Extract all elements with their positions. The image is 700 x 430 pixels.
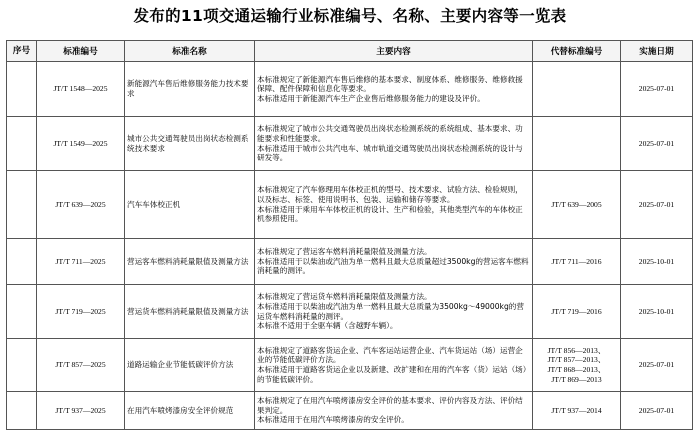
header-date: 实施日期: [621, 41, 693, 62]
replaced-standard-cell: [533, 239, 621, 285]
seq-cell: [7, 239, 37, 285]
content-paragraph: 本标准适用于新能源汽车生产企业售后维修服务能力的建设及评价。: [257, 93, 485, 103]
header-code: 标准编号: [37, 41, 125, 62]
effective-date-cell: 2025-07-01: [621, 117, 693, 171]
content-paragraph: 本标准适用于道路客货运企业以及新建、改扩建和在用的汽车客（货）运站（场）的节能低碳评价。: [257, 365, 527, 384]
standards-table: [6, 40, 693, 430]
effective-date-cell: 2025-07-01: [621, 62, 693, 117]
replaced-standard-code: JT/T 711—2016: [551, 256, 602, 266]
content-paragraph: 本标准规定了汽车修理用车体校正机的型号、技术要求、试验方法、检验规则，以及标志、标签、使用说明书、包装、运输和储存等要求。: [257, 185, 523, 204]
main-content-cell: [255, 117, 533, 171]
seq-cell: [7, 171, 37, 239]
seq-cell: [7, 339, 37, 392]
standard-name-cell: 道路运输企业节能低碳评价方法: [125, 339, 255, 392]
standard-code-cell: JT/T 639—2025: [37, 171, 125, 239]
effective-date-cell: 2025-07-01: [621, 392, 693, 430]
content-paragraph: 本标准规定了营运客车燃料消耗量限值及测量方法。: [257, 247, 432, 257]
replaced-standard-cell: [533, 117, 621, 171]
effective-date-cell: 2025-07-01: [621, 171, 693, 239]
effective-date-cell: 2025-07-01: [621, 339, 693, 392]
table-row: [7, 171, 693, 239]
main-content-cell: [255, 392, 533, 430]
seq-cell: [7, 117, 37, 171]
table-body: [7, 62, 693, 430]
header-content: 主要内容: [255, 41, 533, 62]
replaced-standard-cell: [533, 339, 621, 392]
seq-cell: [7, 62, 37, 117]
table-row: [7, 117, 693, 171]
replaced-standard-code: JT/T 868—2013、: [547, 365, 606, 374]
main-content-cell: [255, 239, 533, 285]
replaced-standard-code: JT/T 937—2014: [551, 405, 602, 415]
replaced-standard-cell: [533, 171, 621, 239]
replaced-standard-code: JT/T 719—2016: [551, 306, 602, 316]
content-paragraph: 本标准规定了城市公共交通驾驶员出岗状态检测系统的系统组成、基本要求、功能要求和性能要求。: [257, 124, 523, 143]
content-paragraph: 本标准适用于以柴油或汽油为单一燃料且最大总质量超过3500kg的营运客车燃料消耗量的测评。: [257, 256, 529, 276]
standard-name-cell: 新能源汽车售后维修服务能力技术要求: [125, 62, 255, 117]
standard-code-cell: JT/T 937—2025: [37, 392, 125, 430]
seq-cell: [7, 285, 37, 339]
replaced-standard-code: JT/T 639—2005: [551, 199, 602, 209]
standard-code-cell: JT/T 1548—2025: [37, 62, 125, 117]
effective-date-cell: 2025-10-01: [621, 285, 693, 339]
standard-code-cell: JT/T 1549—2025: [37, 117, 125, 171]
content-paragraph: 本标准规定了新能源汽车售后维修的基本要求、制度体系、维修服务、维修救援保障、配件保障和信息化等要求。: [257, 74, 523, 94]
content-paragraph: 本标准规定了道路客货运企业、汽车客运站运营企业、汽车货运站（场）运营企业的节能低碳评价方法。: [257, 345, 523, 365]
standard-code-cell: JT/T 719—2025: [37, 285, 125, 339]
content-paragraph: 本标准规定了营运货车燃料消耗量限值及测量方法。: [257, 292, 432, 302]
main-content-cell: [255, 171, 533, 239]
effective-date-cell: 2025-10-01: [621, 239, 693, 285]
standard-name-cell: 汽车车体校正机: [125, 171, 255, 239]
main-content-cell: [255, 285, 533, 339]
table-row: [7, 339, 693, 392]
standard-code-cell: JT/T 711—2025: [37, 239, 125, 285]
main-content-cell: [255, 339, 533, 392]
header-seq: 序号: [7, 41, 37, 62]
table-row: [7, 239, 693, 285]
document-title: 发布的11项交通运输行业标准编号、名称、主要内容等一览表: [133, 7, 567, 25]
content-paragraph: 本标准适用于乘用车车体校正机的设计、生产和检验，其他类型汽车的车体校正机参照使用。: [257, 204, 523, 224]
header-replaces: 代替标准编号: [533, 41, 621, 62]
table-row: [7, 62, 693, 117]
content-paragraph: 本标准适用于以柴油或汽油为单一燃料且最大总质量为3500kg～49000kg的营运货车燃料消耗量的测评。: [257, 301, 524, 321]
content-paragraph: 本标准适用于城市公共汽电车、城市轨道交通驾驶员出岗状态检测系统的设计与研发等。: [257, 143, 523, 163]
main-content-cell: [255, 62, 533, 117]
standard-code-cell: JT/T 857—2025: [37, 339, 125, 392]
replaced-standard-cell: [533, 392, 621, 430]
standard-name-cell: 城市公共交通驾驶员出岗状态检测系统技术要求: [125, 117, 255, 171]
replaced-standard-code: JT/T 856—2013、: [547, 345, 606, 355]
standard-name-cell: 营运货车燃料消耗量限值及测量方法: [125, 285, 255, 339]
table-header-row: [7, 41, 693, 62]
replaced-standard-cell: [533, 62, 621, 117]
content-paragraph: 本标准规定了在用汽车喷烤漆房安全评价的基本要求、评价内容及方法、评价结果判定。: [257, 396, 523, 415]
table-row: [7, 392, 693, 430]
table-row: [7, 285, 693, 339]
replaced-standard-code: JT/T 869—2013: [551, 374, 602, 384]
standard-name-cell: 在用汽车喷烤漆房安全评价规范: [125, 392, 255, 430]
standard-name-cell: 营运客车燃料消耗量限值及测量方法: [125, 239, 255, 285]
content-paragraph: 本标准不适用于全驱车辆（含越野车辆）。: [257, 321, 398, 331]
seq-cell: [7, 392, 37, 430]
header-name: 标准名称: [125, 41, 255, 62]
replaced-standard-cell: [533, 285, 621, 339]
content-paragraph: 本标准适用于在用汽车喷烤漆房的安全评价。: [257, 415, 409, 425]
replaced-standard-code: JT/T 857—2013、: [547, 355, 606, 365]
